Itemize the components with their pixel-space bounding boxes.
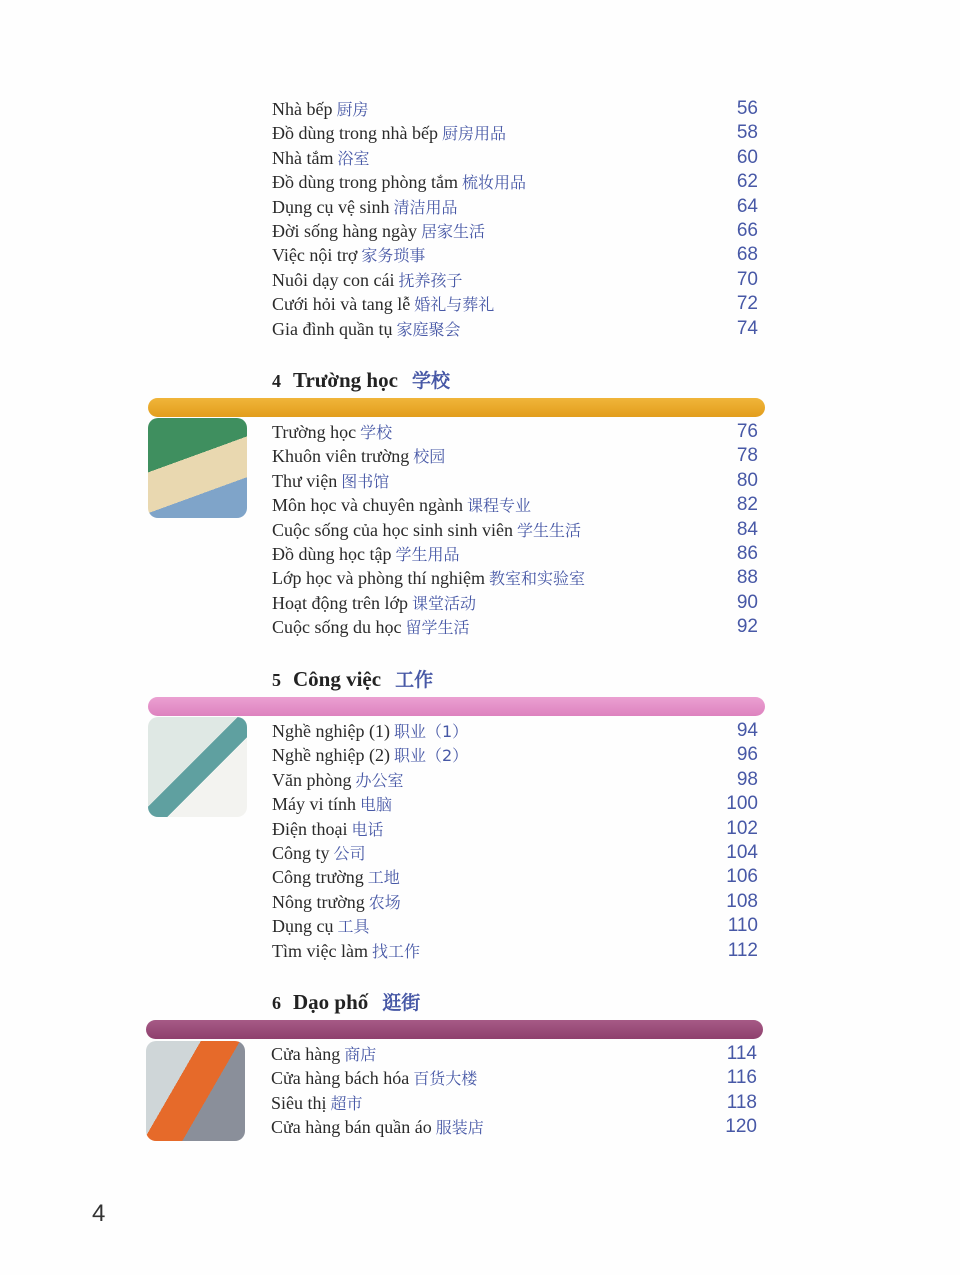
entry-title bbox=[272, 292, 494, 316]
entry-title-zh: 公司 bbox=[333, 843, 366, 863]
toc-entry[interactable] bbox=[272, 243, 758, 267]
section-bar-school bbox=[148, 398, 765, 417]
entry-title-vi: Nhà tắm bbox=[272, 147, 334, 168]
entry-title-zh: 农场 bbox=[368, 892, 401, 912]
entry-title-vi: Khuôn viên trường bbox=[272, 446, 410, 467]
entry-page-number: 56 bbox=[736, 98, 758, 119]
section-heading-school: 4 Trường học 学校 bbox=[272, 368, 450, 392]
entry-title-zh: 家务琐事 bbox=[361, 246, 426, 266]
toc-entry[interactable] bbox=[272, 518, 758, 542]
toc-entry[interactable] bbox=[272, 317, 758, 341]
entry-title-vi: Công ty bbox=[272, 842, 330, 863]
entry-title bbox=[272, 768, 404, 792]
entry-title bbox=[271, 1042, 376, 1066]
section-heading-work: 5 Công việc 工作 bbox=[272, 667, 434, 691]
entry-page-number: 62 bbox=[736, 171, 758, 193]
entry-title-vi: Cuộc sống của học sinh sinh viên bbox=[272, 519, 513, 540]
entry-page-number: 98 bbox=[736, 768, 758, 790]
toc-entry[interactable] bbox=[272, 792, 758, 816]
entry-title bbox=[272, 444, 445, 468]
toc-entry[interactable] bbox=[272, 615, 758, 639]
entry-title-zh: 工具 bbox=[337, 917, 370, 937]
entry-title-zh: 课程专业 bbox=[466, 496, 531, 516]
entry-page-number: 68 bbox=[736, 244, 758, 266]
entry-title bbox=[272, 420, 392, 444]
toc-list-work bbox=[272, 719, 758, 963]
entry-title-zh: 居家生活 bbox=[421, 221, 486, 241]
entry-title-zh: 学生用品 bbox=[395, 544, 460, 564]
entry-title-vi: Đồ dùng trong phòng tắm bbox=[272, 172, 458, 193]
entry-page-number: 78 bbox=[736, 445, 758, 467]
school-illustration bbox=[148, 418, 247, 518]
entry-page-number: 66 bbox=[736, 219, 758, 241]
entry-page-number: 64 bbox=[736, 195, 758, 217]
entry-title-zh: 职业（2） bbox=[393, 746, 469, 766]
office-illustration bbox=[148, 717, 247, 817]
toc-entry[interactable] bbox=[272, 566, 758, 590]
entry-title bbox=[272, 939, 420, 963]
entry-title-vi: Lớp học và phòng thí nghiệm bbox=[272, 568, 485, 589]
toc-entry[interactable] bbox=[272, 768, 758, 792]
toc-entry[interactable] bbox=[272, 817, 758, 841]
entry-title-vi: Cửa hàng bbox=[271, 1044, 341, 1064]
entry-page-number: 102 bbox=[726, 817, 758, 839]
entry-title bbox=[272, 170, 526, 194]
entry-page-number: 60 bbox=[736, 146, 758, 168]
entry-title-vi: Trường học bbox=[272, 422, 357, 442]
toc-entry[interactable] bbox=[272, 719, 758, 743]
entry-title bbox=[272, 542, 460, 566]
entry-title-zh: 清洁用品 bbox=[393, 197, 458, 217]
entry-title-zh: 办公室 bbox=[355, 770, 404, 790]
entry-title-vi: Nhà bếp bbox=[272, 99, 333, 119]
toc-entry[interactable] bbox=[272, 542, 758, 566]
entry-title bbox=[272, 743, 468, 767]
entry-title bbox=[272, 219, 485, 243]
entry-title-zh: 超市 bbox=[330, 1093, 363, 1113]
entry-page-number: 96 bbox=[736, 744, 758, 766]
entry-title bbox=[272, 493, 531, 517]
toc-entry[interactable] bbox=[272, 914, 758, 938]
entry-title-vi: Công trường bbox=[272, 867, 364, 888]
entry-title-zh: 电话 bbox=[351, 819, 384, 839]
toc-list-home bbox=[272, 97, 758, 341]
entry-page-number: 120 bbox=[725, 1116, 757, 1138]
entry-title-zh: 校园 bbox=[413, 447, 446, 467]
entry-page-number: 70 bbox=[736, 268, 758, 290]
entry-title-zh: 梳妆用品 bbox=[462, 173, 527, 193]
entry-title bbox=[272, 615, 470, 639]
shop-illustration bbox=[146, 1041, 245, 1141]
toc-entry[interactable] bbox=[272, 743, 758, 767]
toc-entry[interactable] bbox=[271, 1115, 757, 1139]
entry-title bbox=[271, 1091, 363, 1115]
entry-title-zh: 婚礼与葬礼 bbox=[414, 295, 495, 315]
toc-entry[interactable] bbox=[272, 469, 758, 493]
entry-title bbox=[272, 317, 461, 341]
entry-page-number: 118 bbox=[726, 1091, 757, 1113]
entry-title bbox=[271, 1115, 484, 1139]
toc-entry[interactable] bbox=[272, 195, 758, 219]
toc-entry[interactable] bbox=[272, 865, 758, 889]
entry-title-vi: Đời sống hàng ngày bbox=[272, 220, 418, 241]
entry-title-zh: 家庭聚会 bbox=[396, 319, 461, 339]
entry-title-vi: Đồ dùng trong nhà bếp bbox=[272, 123, 438, 144]
toc-entry[interactable] bbox=[272, 890, 758, 914]
entry-title bbox=[272, 566, 585, 590]
toc-entry[interactable] bbox=[272, 939, 758, 963]
entry-title-vi: Điện thoại bbox=[272, 818, 348, 839]
entry-title-zh: 课堂活动 bbox=[412, 593, 477, 613]
entry-page-number: 82 bbox=[736, 494, 758, 516]
entry-page-number: 90 bbox=[736, 591, 758, 613]
entry-page-number: 108 bbox=[726, 890, 758, 912]
section-bar-shopping bbox=[146, 1020, 763, 1039]
entry-title-vi: Nghề nghiệp (2) bbox=[272, 745, 390, 766]
toc-entry[interactable] bbox=[272, 97, 758, 121]
entry-title-vi: Cửa hàng bách hóa bbox=[271, 1068, 410, 1089]
toc-entry[interactable] bbox=[272, 292, 758, 316]
entry-title-zh: 学生生活 bbox=[516, 520, 581, 540]
entry-page-number: 74 bbox=[736, 317, 758, 339]
section-heading-shopping: 6 Dạo phố 逛街 bbox=[272, 990, 421, 1014]
entry-title-vi: Cửa hàng bán quần áo bbox=[271, 1117, 432, 1138]
entry-page-number: 116 bbox=[726, 1067, 757, 1089]
entry-title bbox=[272, 817, 384, 841]
toc-list-school bbox=[272, 420, 758, 640]
entry-title-vi: Siêu thị bbox=[271, 1092, 327, 1113]
toc-entry[interactable] bbox=[271, 1042, 757, 1066]
entry-page-number: 84 bbox=[736, 518, 758, 540]
toc-entry[interactable] bbox=[272, 444, 758, 468]
entry-title bbox=[272, 97, 369, 121]
toc-entry[interactable] bbox=[272, 170, 758, 194]
entry-title-vi: Máy vi tính bbox=[272, 794, 356, 815]
entry-title-vi: Gia đình quần tụ bbox=[272, 318, 393, 339]
entry-title-zh: 百货大楼 bbox=[413, 1069, 478, 1089]
section-bar-work bbox=[148, 697, 765, 716]
toc-entry[interactable] bbox=[272, 121, 758, 145]
entry-title-zh: 找工作 bbox=[371, 941, 420, 961]
entry-title-zh: 图书馆 bbox=[341, 471, 390, 491]
entry-title bbox=[271, 1066, 477, 1090]
entry-title-vi: Môn học và chuyên ngành bbox=[272, 495, 463, 516]
entry-title bbox=[272, 792, 392, 816]
entry-title-vi: Cưới hỏi và tang lễ bbox=[272, 294, 411, 315]
entry-title-zh: 抚养孩子 bbox=[398, 270, 463, 290]
toc-entry[interactable] bbox=[271, 1066, 757, 1090]
entry-title-vi: Cuộc sống du học bbox=[272, 617, 402, 638]
toc-entry[interactable] bbox=[272, 420, 758, 444]
entry-page-number: 106 bbox=[726, 866, 758, 888]
entry-title-zh: 服装店 bbox=[435, 1118, 484, 1138]
toc-entry[interactable] bbox=[272, 219, 758, 243]
entry-page-number: 112 bbox=[727, 939, 758, 961]
entry-title-vi: Văn phòng bbox=[272, 769, 352, 790]
entry-page-number: 104 bbox=[726, 841, 758, 863]
entry-title-zh: 留学生活 bbox=[405, 618, 470, 638]
entry-page-number: 72 bbox=[736, 293, 758, 315]
toc-list-shopping bbox=[271, 1042, 757, 1140]
toc-entry[interactable] bbox=[271, 1091, 757, 1115]
entry-title bbox=[272, 914, 370, 938]
toc-entry[interactable] bbox=[272, 493, 758, 517]
entry-title-vi: Việc nội trợ bbox=[272, 245, 358, 266]
entry-title bbox=[272, 591, 476, 615]
entry-title-vi: Nông trường bbox=[272, 891, 365, 912]
entry-page-number: 88 bbox=[736, 567, 758, 589]
entry-title-vi: Dụng cụ vệ sinh bbox=[272, 196, 390, 217]
entry-title bbox=[272, 268, 462, 292]
entry-page-number: 94 bbox=[736, 720, 758, 741]
entry-title bbox=[272, 841, 366, 865]
entry-title bbox=[272, 243, 425, 267]
entry-title bbox=[272, 469, 389, 493]
entry-title-zh: 商店 bbox=[344, 1045, 377, 1064]
entry-title bbox=[272, 890, 401, 914]
entry-title-zh: 教室和实验室 bbox=[489, 569, 586, 589]
toc-entry[interactable] bbox=[272, 591, 758, 615]
entry-page-number: 58 bbox=[736, 122, 758, 144]
entry-title-zh: 浴室 bbox=[337, 148, 370, 168]
entry-title-zh: 厨房用品 bbox=[441, 124, 506, 144]
entry-title-zh: 工地 bbox=[367, 868, 400, 888]
entry-page-number: 80 bbox=[736, 469, 758, 491]
entry-title bbox=[272, 719, 468, 743]
entry-title-vi: Dụng cụ bbox=[272, 916, 334, 937]
entry-title-zh: 学校 bbox=[360, 423, 393, 442]
entry-title bbox=[272, 518, 581, 542]
entry-title bbox=[272, 146, 370, 170]
entry-page-number: 114 bbox=[726, 1043, 757, 1064]
entry-page-number: 110 bbox=[727, 915, 758, 937]
toc-entry[interactable] bbox=[272, 268, 758, 292]
entry-title-vi: Tìm việc làm bbox=[272, 940, 368, 961]
entry-title-vi: Đồ dùng học tập bbox=[272, 543, 392, 564]
entry-title-vi: Nuôi dạy con cái bbox=[272, 269, 395, 290]
entry-page-number: 100 bbox=[726, 793, 758, 815]
page-number: 4 bbox=[92, 1200, 106, 1227]
entry-page-number: 76 bbox=[736, 421, 758, 442]
toc-entry[interactable] bbox=[272, 146, 758, 170]
entry-title bbox=[272, 195, 458, 219]
entry-title-zh: 电脑 bbox=[360, 795, 393, 815]
entry-title-zh: 职业（1） bbox=[393, 722, 469, 741]
entry-title-vi: Nghề nghiệp (1) bbox=[272, 721, 390, 741]
entry-title-vi: Thư viện bbox=[272, 470, 338, 491]
entry-title bbox=[272, 865, 400, 889]
toc-entry[interactable] bbox=[272, 841, 758, 865]
entry-page-number: 86 bbox=[736, 542, 758, 564]
entry-title-zh: 厨房 bbox=[336, 100, 369, 119]
entry-page-number: 92 bbox=[736, 616, 758, 638]
entry-title-vi: Hoạt động trên lớp bbox=[272, 592, 408, 613]
entry-title bbox=[272, 121, 506, 145]
